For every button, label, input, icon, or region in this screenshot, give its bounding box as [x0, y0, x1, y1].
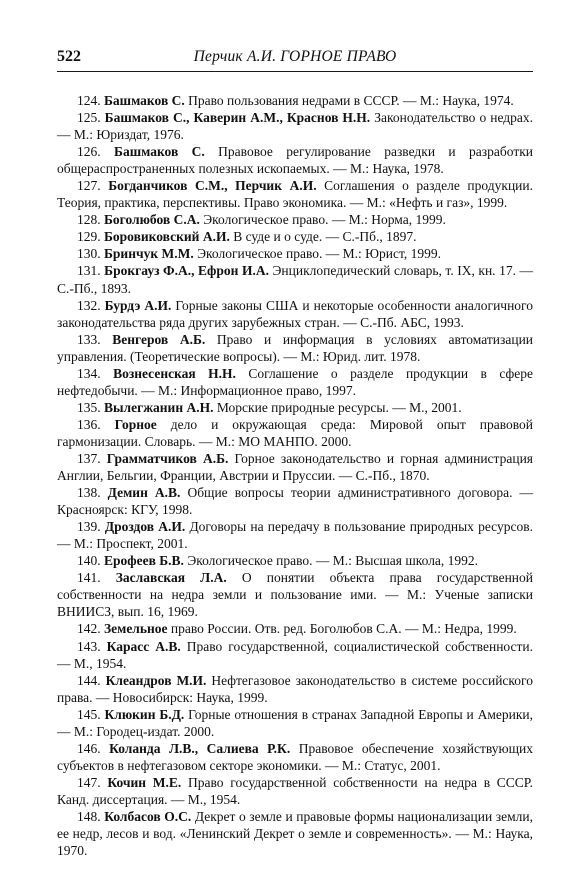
entry-text: Право государственной собственности на недра в СССР. Канд. диссертация. — М., 1954.	[57, 774, 533, 807]
entry-number: 132.	[77, 297, 101, 313]
bibliography-entry	[57, 518, 533, 552]
bibliography-entry	[57, 569, 533, 620]
entry-author: Вылегжанин А.Н.	[104, 399, 214, 415]
entry-author: Клеандров М.И.	[105, 672, 207, 688]
entry-text: Экологическое право. — М.: Высшая школа, 1992.	[183, 553, 479, 569]
entry-author: Бурдэ А.И.	[104, 297, 172, 313]
entry-number: 128.	[77, 212, 101, 228]
entry-author: Кочин М.Е.	[107, 774, 182, 790]
bibliography-entry	[57, 109, 533, 143]
entry-number: 134.	[77, 365, 101, 381]
bibliography-list	[57, 92, 533, 859]
entry-number: 126.	[77, 144, 101, 160]
entry-number: 141.	[77, 570, 101, 586]
bibliography-entry	[57, 638, 533, 672]
entry-author: Демин А.В.	[107, 485, 181, 501]
entry-text: Экологическое право. — М.: Юрист, 1999.	[193, 246, 441, 262]
entry-number: 130.	[77, 246, 101, 262]
entry-number: 142.	[77, 621, 101, 637]
entry-author: Бринчук М.М.	[104, 246, 194, 262]
entry-text: Экологическое право. — М.: Норма, 1999.	[199, 212, 446, 228]
bibliography-entry	[57, 399, 533, 416]
entry-author: Коланда Л.В., Салиева Р.К.	[109, 740, 291, 756]
entry-text: Горные отношения в странах Западной Европы и Америки, — М.: Городец-издат. 2000.	[57, 706, 533, 739]
entry-number: 148.	[77, 808, 101, 824]
entry-number: 139.	[77, 519, 101, 535]
entry-text: Энциклопедический словарь, т. IX, кн. 17. — С.-Пб., 1893.	[57, 263, 534, 296]
entry-author: Башмаков С.	[104, 93, 185, 108]
bibliography-entry	[57, 774, 533, 808]
entry-number: 129.	[77, 229, 101, 245]
entry-author: Боголюбов С.А.	[104, 212, 200, 228]
entry-author: Богданчиков С.М., Перчик А.И.	[108, 178, 317, 194]
bibliography-entry	[57, 740, 533, 774]
entry-author: Боровиковский А.И.	[104, 229, 230, 245]
entry-author: Заславская Л.А.	[115, 570, 227, 586]
entry-text: В суде и о суде. — С.-Пб., 1897.	[229, 229, 417, 245]
entry-text: Горное законодательство и горная администрация Англии, Бельгии, Франции, Австрии и Пруссии. — С.-Пб., 1870.	[57, 450, 534, 484]
bibliography-entry	[57, 808, 533, 859]
bibliography-entry	[57, 262, 533, 296]
entry-text: Право и информация в условиях автоматизации управления. (Теоретические вопросы). — М.: Юрид. лит. 1978.	[57, 331, 534, 364]
entry-number: 140.	[77, 553, 101, 569]
entry-author: Клюкин Б.Д.	[104, 706, 185, 722]
entry-author: Венгеров А.Б.	[112, 331, 206, 347]
entry-number: 125.	[77, 110, 101, 126]
entry-author: Колбасов О.С.	[104, 808, 192, 824]
bibliography-entry	[57, 450, 533, 484]
entry-text: Горные законы США и некоторые особенности аналогичного законодательства ряда других зарубежных стран. — С.-Пб. АБС, 1993.	[57, 297, 534, 330]
entry-author: Башмаков С., Каверин А.М., Краснов Н.Н.	[104, 110, 371, 126]
bibliography-entry	[57, 245, 533, 262]
entry-text: Соглашение о разделе продукции в сфере нефтедобычи. — М.: Информационное право, 1997.	[57, 365, 533, 398]
entry-text: Договоры на передачу в пользование природных ресурсов. — М.: Проспект, 2001.	[57, 519, 533, 552]
bibliography-entry	[57, 672, 533, 706]
entry-text: право России. Отв. ред. Боголюбов С.А. — М.: Недра, 1999.	[167, 621, 517, 637]
entry-number: 146.	[77, 740, 101, 756]
bibliography-entry	[57, 416, 533, 450]
bibliography-entry	[57, 484, 533, 518]
entry-author: Грамматчиков А.Б.	[106, 450, 229, 466]
entry-number: 136.	[77, 416, 101, 432]
entry-author: Дроздов А.И.	[104, 519, 186, 535]
entry-text: дело и окружающая среда: Мировой опыт правовой гармонизации. Словарь. — М.: МО МАНПО. 2000.	[57, 416, 533, 449]
entry-text: О понятии объекта права государственной собственности на недра земли и пользование ими. — М.: Ученые записки ВНИИСЗ, вып. 16, 1969.	[57, 570, 533, 620]
bibliography-entry	[57, 177, 533, 211]
entry-number: 137.	[77, 450, 101, 466]
entry-number: 145.	[77, 706, 101, 722]
page-header	[57, 47, 533, 72]
bibliography-entry	[57, 143, 533, 177]
entry-text: Нефтегазовое законодательство в системе российского права. — Новосибирск: Наука, 1999.	[57, 672, 534, 705]
entry-author: Земельное	[104, 621, 168, 637]
bibliography-entry	[57, 365, 533, 399]
entry-number: 143.	[77, 638, 101, 654]
entry-text: Правовое обеспечение хозяйствующих субъектов в нефтегазовом секторе экономики. — М.: Статус, 2001.	[57, 740, 533, 773]
entry-number: 131.	[77, 263, 101, 279]
entry-number: 133.	[77, 331, 101, 347]
entry-author: Горное	[114, 416, 157, 432]
entry-number: 144.	[77, 672, 101, 688]
entry-number: 147.	[77, 774, 101, 790]
bibliography-entry	[57, 552, 533, 569]
entry-text: Общие вопросы теории административного договора. — Красноярск: КГУ, 1998.	[57, 485, 533, 518]
entry-text: Соглашения о разделе продукции. Теория, практика, перспективы. Право экономика. — М.: «Нефть и газ», 1999.	[57, 178, 533, 211]
entry-author: Башмаков С.	[114, 144, 205, 160]
running-title: Перчик А.И. ГОРНОЕ ПРАВО	[193, 48, 397, 65]
bibliography-entry	[57, 211, 533, 228]
bibliography-entry	[57, 92, 533, 109]
entry-text: Законодательство о недрах. — М.: Юриздат, 1976.	[57, 110, 534, 143]
bibliography-entry	[57, 331, 533, 365]
entry-text: Морские природные ресурсы. — М., 2001.	[213, 399, 462, 415]
entry-number: 127.	[77, 178, 101, 194]
entry-number: 138.	[77, 485, 101, 501]
entry-author: Ерофеев Б.В.	[104, 553, 184, 569]
bibliography-entry	[57, 228, 533, 245]
entry-number: 124.	[77, 93, 101, 108]
bibliography-entry	[57, 297, 533, 331]
entry-number: 135.	[77, 399, 101, 415]
entry-text: Декрет о земле и правовые формы национализации земли, ее недр, лесов и вод. «Ленинский Декрет о земле и современность». — М.: Наука, 1970.	[57, 808, 533, 859]
entry-text: Право пользования недрами в СССР. — М.: Наука, 1974.	[184, 93, 514, 108]
bibliography-entry	[57, 706, 533, 740]
bibliography-entry	[57, 620, 533, 637]
entry-author: Карасс А.В.	[106, 638, 181, 654]
page-number: 522	[57, 48, 81, 65]
entry-author: Вознесенская Н.Н.	[113, 365, 236, 381]
entry-text: Правовое регулирование разведки и разработки общераспространенных полезных ископаемых. — М.: Наука, 1978.	[57, 144, 533, 177]
entry-author: Брокгауз Ф.А., Ефрон И.А.	[104, 263, 269, 279]
entry-text: Право государственной, социалистической собственности. — М., 1954.	[57, 638, 533, 671]
